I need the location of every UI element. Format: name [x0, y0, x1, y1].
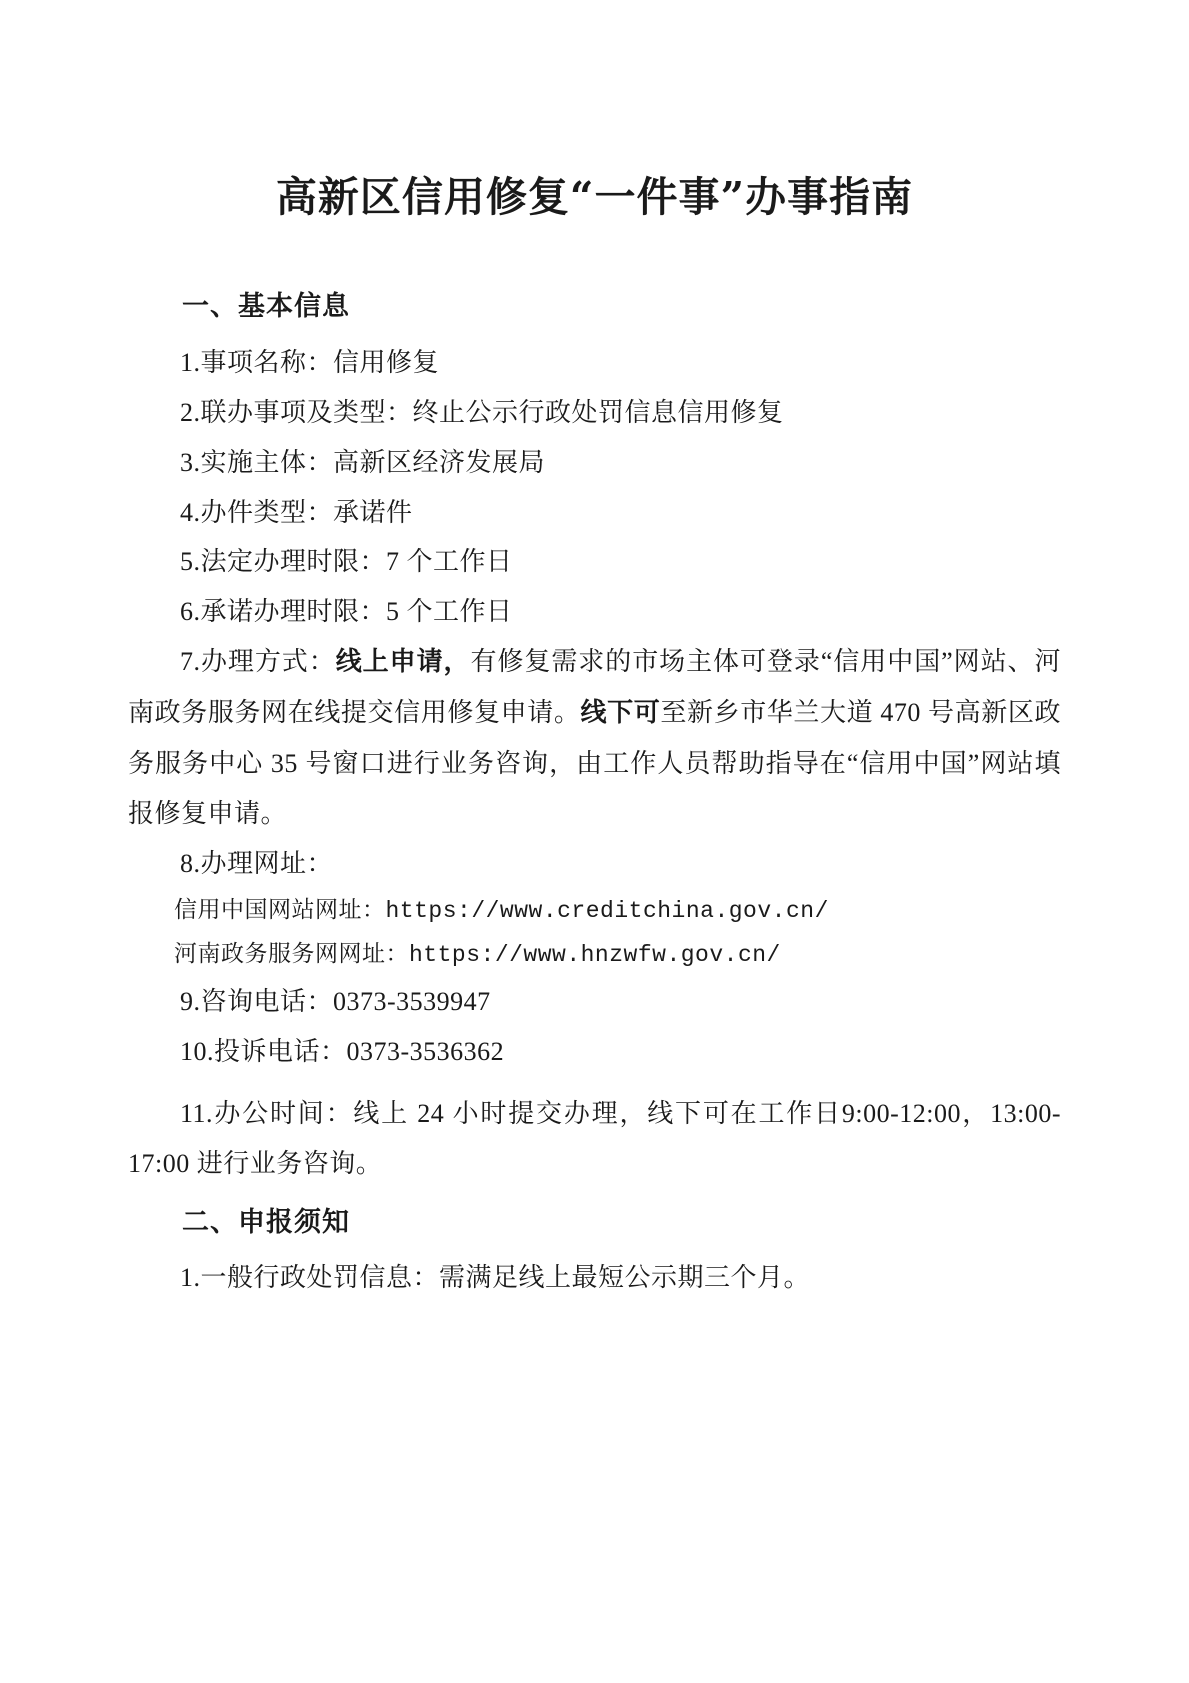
website-creditchina[interactable]: 信用中国网站网址：https://www.creditchina.gov.cn/ [174, 897, 829, 924]
list-item: 3.实施主体：高新区经济发展局 [180, 447, 546, 477]
handling-method-online-text: 有修复需求的市场主体可登录“信用中国”网站、河南政务服务网在线提交信用修复申请。 [128, 647, 1061, 728]
list-item: 1.一般行政处罚信息：需满足线上最短公示期三个月。 [180, 1263, 811, 1293]
page-title: 高新区信用修复“一件事”办事指南 [275, 173, 914, 221]
handling-method-prefix: 7.办理方式： [180, 647, 336, 677]
consultation-phone: 9.咨询电话：0373-3539947 [180, 987, 491, 1017]
list-item: 6.承诺办理时限：5 个工作日 [180, 597, 513, 627]
section-heading-basic-info: 一、基本信息 [182, 291, 350, 323]
section-heading-application-notice: 二、申报须知 [182, 1206, 350, 1238]
divider-spacer [128, 1077, 1061, 1089]
website-hnzwfw[interactable]: 河南政务服务网网址：https://www.hnzwfw.gov.cn/ [174, 941, 781, 968]
website-label: 8.办理网址： [180, 848, 334, 878]
list-item: 1.事项名称：信用修复 [180, 347, 440, 377]
handling-method-online-bold: 线上申请， [335, 647, 471, 678]
handling-method-offline-bold: 线下可 [580, 698, 661, 729]
handling-method-offline-text: 至新乡市华兰大道 470 号高新区政务服务中心 35 号窗口进行业务咨询，由工作人员帮助指导在“信用中国”网站填报修复申请。 [128, 698, 1061, 828]
handling-method-paragraph [128, 637, 1061, 839]
list-item: 4.办件类型：承诺件 [180, 497, 413, 527]
office-hours-paragraph: 11.办公时间：线上 24 小时提交办理，线下可在工作日9:00-12:00，13:00-17:00 进行业务咨询。 [128, 1098, 1061, 1178]
complaint-phone: 10.投诉电话：0373-3536362 [180, 1037, 505, 1067]
list-item: 2.联办事项及类型：终止公示行政处罚信息信用修复 [180, 397, 784, 427]
list-item: 5.法定办理时限：7 个工作日 [180, 547, 513, 577]
